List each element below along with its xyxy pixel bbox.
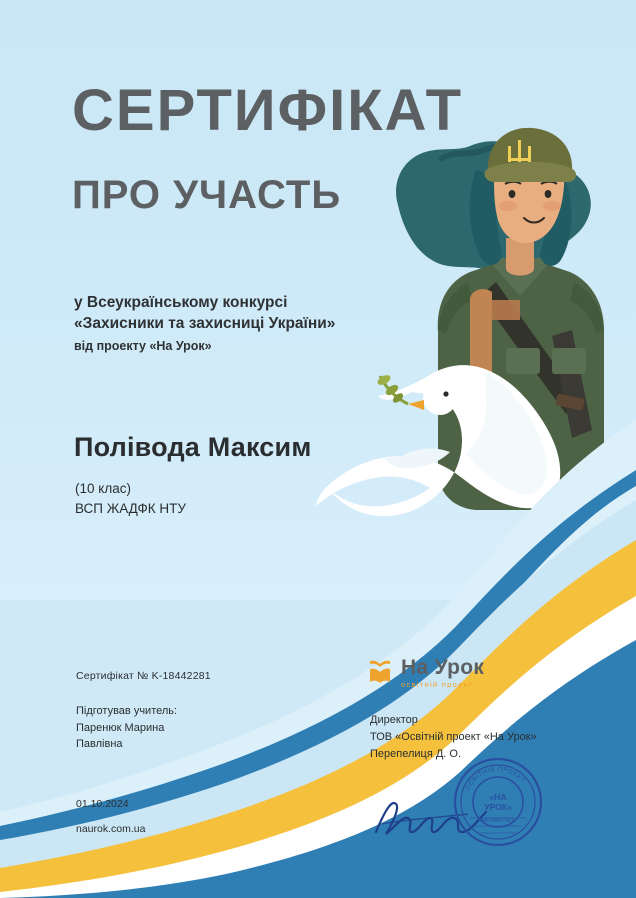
director-person: Перепелиця Д. О. [370,748,462,761]
recipient-institution: ВСП ЖАДФК НТУ [75,500,186,516]
teacher-block [76,703,177,753]
issue-date: 01.10.2024 [76,798,129,810]
recipient-meta [75,479,186,518]
svg-text:УРОК»: УРОК» [484,802,512,812]
recipient-grade: (10 клас) [75,481,131,496]
contest-block [74,293,404,353]
director-company: ТОВ «Освітній проект «На Урок» [370,731,537,744]
brand-tagline: освітній проект [401,680,473,689]
teacher-label: Підготував учитель: [76,705,178,717]
brand-logo [367,657,484,689]
brand-logo-text [401,657,484,689]
director-label: Директор [370,714,418,726]
certificate-number: Сертифікат № K-18442281 [76,670,211,682]
svg-text:«НА: «НА [489,792,507,802]
page-subtitle: ПРО УЧАСТЬ [72,173,342,217]
contest-line-3: від проекту «На Урок» [74,338,212,353]
teacher-name-line-1: Паренюк Марина [76,721,165,734]
contest-line-2: «Захисники та захисниці України» [74,314,336,332]
recipient-name: Полівода Максим [74,432,312,462]
website-url: naurok.com.ua [76,823,146,835]
brand-name: На Урок [401,656,485,679]
open-book-icon [367,657,393,687]
svg-text:№41989174817: №41989174817 [479,818,517,824]
svg-text:ОСВІТНІЙ ПРОЕКТ: ОСВІТНІЙ ПРОЕКТ [464,765,527,792]
page-title: СЕРТИФІКАТ [72,78,464,143]
teacher-name-line-2: Павлівна [76,738,123,750]
official-seal-icon [452,756,544,848]
contest-line-1: у Всеукраїнському конкурсі [74,294,288,311]
